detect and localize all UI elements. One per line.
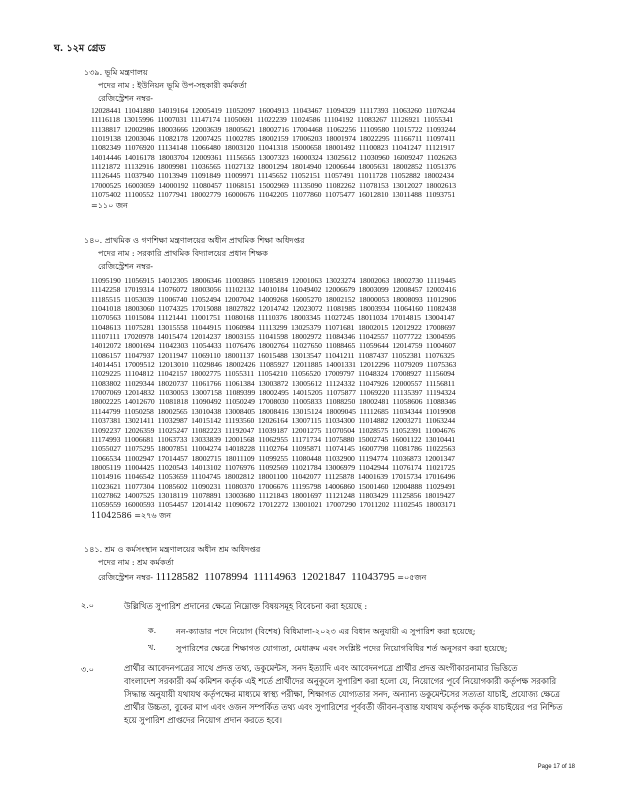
registration-row: 17000525 16003059 14000192 11080457 11068151 15002969 11135090 11082262 11078153 13012027 18002613 xyxy=(91,180,457,190)
registration-row: 11142258 17019314 11076072 18003056 11102132 14010184 11049402 12006679 18003099 12008457 12002416 xyxy=(91,285,457,295)
section-140-reg-label: রেজিস্ট্রেশন নম্বর- xyxy=(98,262,154,271)
section-140-total: =২৭৬ জন xyxy=(134,511,172,520)
registration-row: 11116118 13015996 11007031 11147174 11050691 11022239 11024586 11104192 11083267 11126921 11055341 xyxy=(91,115,454,125)
registration-row: 11023621 11077304 11085602 11090231 11080370 17006676 11195798 14006860 15001460 12004888 11029491 xyxy=(91,481,456,491)
registration-row: 12028441 11041880 14019164 12005419 11052097 16004913 11043467 11094329 11117393 11063260 11076244 xyxy=(91,106,456,115)
section-140-post: পদের নাম : সরকারি প্রাথমিক বিদ্যালয়ের প্রধান শিক্ষক xyxy=(98,249,268,258)
para-3-line-5: হয়ে সুপারিশ প্রাপ্তদের নিয়োগ প্রদান করতে হবে। xyxy=(124,715,282,725)
section-141-registration-numbers: 11128582 11078994 11114963 12021847 11043795 xyxy=(155,571,395,583)
registration-row: 11048613 11075281 13015558 11044915 11060984 11113299 13025379 11071681 18002015 12012922 17008697 xyxy=(91,322,456,332)
section-139-reg-label: রেজিস্ট্রেশন নম্বর- xyxy=(98,94,154,103)
section-141-reg-label: রেজিস্ট্রেশন নম্বর- xyxy=(98,573,154,582)
section-141-title: ১৪১. শ্রম ও কর্মসংস্থান মন্ত্রণালয়ের অধীন শ্রম অধিদপ্তর xyxy=(84,545,261,554)
registration-row: 14014451 17009512 12013010 11029846 18002426 11085927 12011885 14001331 12012296 11079209 11075363 xyxy=(91,360,457,370)
para-2-item-b-text: সুপারিশের ক্ষেত্রে শিক্ষাগত যোগ্যতা, মেধাক্রম এবং সংশ্লিষ্ট পদের নিয়োগবিধির শর্ত অনুসরণ করা হয়েছে; xyxy=(176,643,508,653)
para-3-line-3: সিদ্ধান্ত অনুযায়ী যথাযথ কর্তৃপক্ষের মাধ্যমে স্বাস্থ্য পরীক্ষা, শিক্ষাগত যোগ্যতার সনদ, অন্যান্য ডকুমেন্টসের সত্যতা যাচাই, প্রযোজ্য ক্ষেত্রে xyxy=(124,689,560,699)
section-140-registration-numbers xyxy=(91,276,456,510)
page-number: Page 17 of 18 xyxy=(537,764,575,770)
registration-row: 11082349 11076920 11134148 11066480 18003120 11041318 15000658 18001492 11100823 11041247 11121917 xyxy=(91,143,455,153)
registration-row: 11083802 11029344 18020737 11061766 11061384 13003872 13005612 11124332 11047926 12000557 11156811 xyxy=(91,378,455,388)
para-2-item-a-label: ক. xyxy=(148,626,157,635)
registration-row: 11027862 14007525 13018119 11078891 13003680 11121843 18001697 11121248 11803429 11125856 18019427 xyxy=(91,490,455,500)
registration-row: 11075402 11100552 11077941 18002779 16000676 11042205 11077860 11075477 16012810 13011488 11093751 xyxy=(91,190,456,200)
section-140-title: ১৪০. প্রাথমিক ও গণশিক্ষা মন্ত্রণালয়ের অধীন প্রাথমিক শিক্ষা অধিদপ্তর xyxy=(84,236,305,245)
para-2-item-a-text: নন-ক্যাডার পদে নিয়োগ (বিশেষ) বিধিমালা-২০২৩ এর বিধান অনুযায়ী এ সুপারিশ করা হয়েছে; xyxy=(176,626,476,636)
registration-row: 11126445 11037940 11013949 11091849 11009971 11145652 11052151 11057491 11011728 11052882 18002434 xyxy=(91,171,455,181)
registration-row: 11029225 11104812 11042157 18002775 11055311 11054210 11056520 17009797 11048324 17008927 11156094 xyxy=(91,369,455,379)
para-3-body xyxy=(124,662,564,727)
section-141-reg-line xyxy=(98,572,426,583)
registration-row: 11086157 11047937 12011947 11069110 18001137 16015488 13013547 11041211 11087437 11052381 11076325 xyxy=(91,350,455,360)
section-140-total-line xyxy=(91,511,171,521)
registration-row: 11174993 11006681 11063733 13033839 12001568 11062955 11171734 11075880 15002745 16001122 13010441 xyxy=(91,434,456,444)
grade-heading: ঘ. ১২ম গ্রেড xyxy=(54,43,106,54)
registration-row: 18005119 11004425 11020543 14013102 11076976 11092569 11021784 13006979 11042944 11076174 11021725 xyxy=(91,462,456,472)
section-139-total: =১১০ জন xyxy=(91,201,128,210)
section-140-last-number: 11042586 xyxy=(91,511,132,520)
registration-row: 11095190 11056915 14012305 18006346 11003865 11085819 12001063 13023274 18002063 18002730 11119445 xyxy=(91,276,456,285)
registration-row: 11107111 17020978 14015474 12014237 18003155 11041598 18002972 11084346 11042557 11077722 13004595 xyxy=(91,332,456,342)
registration-row: 11019138 12003046 11082178 12007425 11002785 18002159 17006203 18001974 18022295 11166711 11097411 xyxy=(91,134,456,144)
para-2-item-b-label: খ. xyxy=(148,643,156,652)
registration-row: 11055027 11075295 18007851 11004274 14018228 11102764 11095871 11074145 16007798 11081786 11022563 xyxy=(91,444,456,454)
registration-row: 11070563 11015084 11121441 11001751 11080168 11110376 18003345 11027245 18011034 17014815 13004147 xyxy=(91,313,455,323)
registration-row: 11138817 12002986 18003666 12003639 18005621 18002716 17004468 11062256 11109580 11015722 11093244 xyxy=(91,124,456,134)
para-2-text: উল্লিখিত সুপারিশ প্রদানের ক্ষেত্রে নিম্নোক্ত বিষয়সমূহ বিবেচনা করা হয়েছে : xyxy=(124,601,368,611)
registration-row: 11121872 11132916 18009981 11036565 11027132 18001294 18014940 12006644 18005631 18002852 11051376 xyxy=(91,162,456,172)
registration-row: 18002225 14012670 11081818 11090492 11050249 17008030 11005833 11088250 18002481 11058606 11088346 xyxy=(91,397,456,407)
para-3-number: ৩.০ xyxy=(81,665,94,674)
section-139-title: ১৩৯. ভূমি মন্ত্রণালয় xyxy=(84,68,148,77)
registration-row: 11185515 11053039 11006740 11052494 12007042 14009268 16005270 18002152 18000053 18008093 11012906 xyxy=(91,294,457,304)
registration-row: 11014916 11046542 11053659 11104745 18002812 18001100 11042077 11125878 14001639 17015734 17016496 xyxy=(91,472,456,482)
registration-row: 11037381 13021411 11032987 14015142 11193560 12026164 13007115 11034300 11014882 12003271 11063244 xyxy=(91,416,456,426)
registration-row: 14012072 18001694 11042303 11054433 11076476 18002764 11027650 11088465 11059644 12014759 11004607 xyxy=(91,341,456,351)
registration-row: 11092237 12026359 11025247 11082223 11192047 11039187 12001275 11070504 11028575 11052391 11004676 xyxy=(91,425,455,435)
registration-row: 11059559 16000593 11054457 12014142 11090672 17012272 13001021 17007290 17011202 11102545 18003171 xyxy=(91,500,457,510)
section-141-total: =০৫জন xyxy=(397,573,427,582)
registration-row: 11066534 11002947 17014457 18002715 18011109 11099255 11080448 11032900 11194774 11036873 12001347 xyxy=(91,453,455,463)
para-2-number: ২.০ xyxy=(81,601,94,610)
registration-row: 11144799 11050258 18002565 13010438 13008405 18008416 13015124 18009045 11112685 11034344 11019908 xyxy=(91,406,456,416)
section-139-registration-numbers xyxy=(91,106,457,199)
registration-row: 14014446 14016178 18003704 12009361 11156565 13007323 16000324 13025612 11030960 16009247 11026263 xyxy=(91,152,457,162)
para-3-line-1: প্রার্থীর আবেদনপত্রের সাথে প্রদত্ত তথ্য, ডকুমেন্টস, সনদ ইত্যাদি এবং আবেদনপত্রে প্রার্থীর প্রদত্ত অংগীকারনামার ভিত্তিতে xyxy=(124,663,518,673)
section-141-post: পদের নাম : শ্রম কর্মকর্তা xyxy=(98,558,174,567)
para-3-line-2: বাংলাদেশ সরকারী কর্ম কমিশন কর্তৃক এই শর্তে প্রার্থীদের অনুকূলে সুপারিশ করা হলো যে, নিয়োগের পূর্বে নিয়োগকারী কর্তৃপক্ষ সরকারি xyxy=(124,676,557,686)
registration-row: 11041018 18003060 11074325 17015088 18027822 12014742 12023072 11081985 18003934 11064160 11082438 xyxy=(91,304,457,314)
section-139-post: পদের নাম : ইউনিয়ন ভূমি উপ-সহকারী কর্মকর্তা xyxy=(98,81,247,90)
para-3-line-4: প্রার্থীর উচ্চতা, বুকের মাপ এবং ওজন সম্পর্কিত তথ্য এবং সুপারিশের পূর্ববর্তী জীবন-বৃত্তান্ত যথাযথ কর্তৃপক্ষ কর্তৃক যাচাইয়ের পর নিশ্চিত xyxy=(124,702,563,712)
registration-row: 17007069 12014832 11030053 13007158 11089399 18002495 14015205 11075877 11069220 11135397 11194324 xyxy=(91,388,456,398)
